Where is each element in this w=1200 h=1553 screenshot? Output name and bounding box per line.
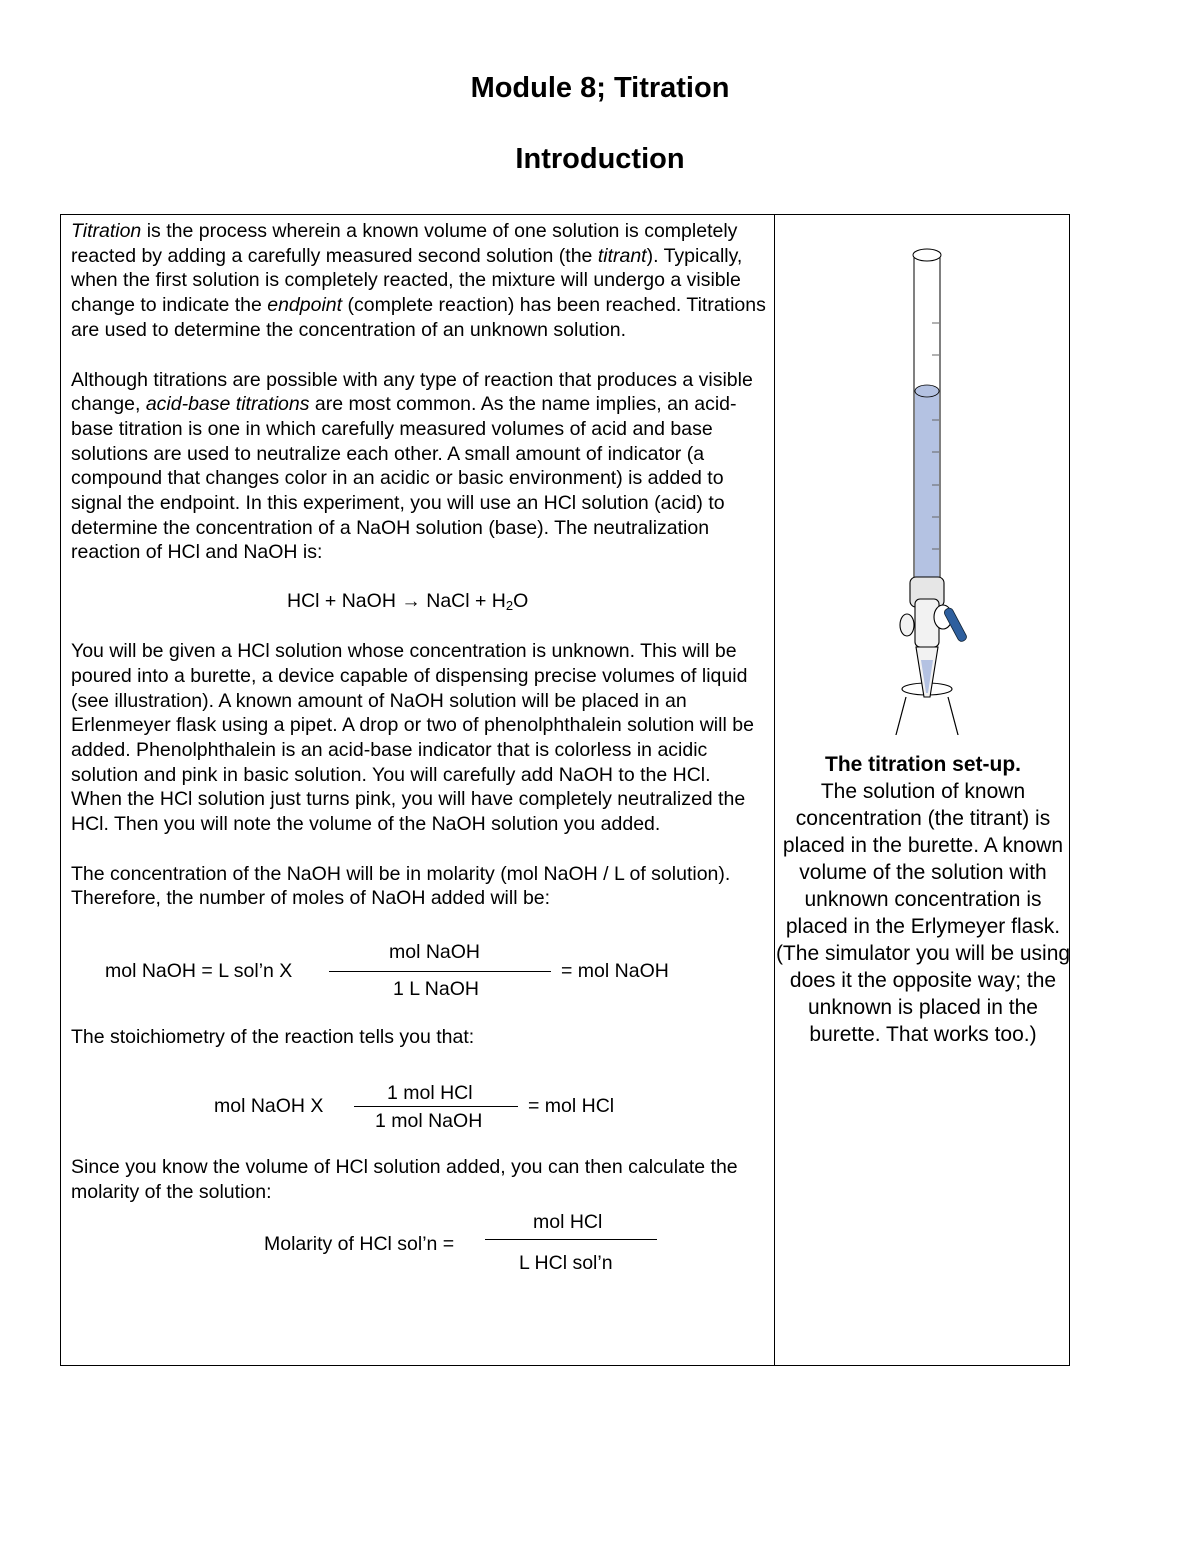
section-heading: Introduction (515, 143, 685, 175)
paragraph-titration-definition (71, 219, 766, 343)
paragraph-calculation: Since you know the volume of HCl solution added, you can then calculate the molarity of the solution: (71, 1155, 738, 1203)
reaction-left: HCl + NaOH → NaCl + H (287, 590, 506, 613)
equation-mol-naoh (71, 911, 766, 1009)
eq1-fraction-bar (329, 971, 551, 972)
content-table (60, 214, 1070, 1366)
equation-molarity (71, 1204, 766, 1284)
eq3-lhs: Molarity of HCl sol’n = (264, 1233, 455, 1256)
paragraph-stoichiometry: The stoichiometry of the reaction tells you that: (71, 1026, 475, 1049)
text-run: is the process wherein a known volume of one solution is completely reacted by adding a carefully measured second solution (the (71, 220, 738, 267)
eq3-denominator: L HCl sol’n (519, 1252, 613, 1275)
page-title: Module 8; Titration (470, 72, 730, 104)
text-run: Although titrations are possible with any type of reaction that produces a visible change, (71, 368, 753, 416)
text-column (71, 219, 766, 1284)
eq2-numerator: 1 mol HCl (387, 1081, 473, 1104)
eq1-rhs: = mol NaOH (561, 960, 669, 983)
emphasis-term: Titration (71, 220, 142, 242)
eq1-numerator: mol NaOH (389, 941, 481, 964)
reaction-right: O (513, 590, 529, 613)
eq1-lhs: mol NaOH = L sol’n X (105, 960, 293, 983)
caption-title: The titration set-up. (825, 753, 1021, 776)
emphasis-term: titrant (597, 244, 647, 267)
reaction-equation (71, 589, 766, 613)
eq1-denominator: 1 L NaOH (393, 978, 479, 1001)
paragraph-molarity: The concentration of the NaOH will be in molarity (mol NaOH / L of solution). Therefore, the number of moles of NaOH added will be: (71, 862, 731, 910)
equation-mol-hcl (71, 1050, 766, 1153)
flask-left-edge (892, 697, 906, 735)
caption-text: The solution of known concentration (the titrant) is placed in the burette. A known volume of the solution with unknown concentration is placed in the Erlymeyer flask. (The simulator you will be using does it the opposite way; the unknown is placed in the burette. That works too.) (775, 780, 1071, 1046)
emphasis-term: acid-base titrations (145, 393, 310, 416)
paragraph-acid-base (71, 368, 766, 566)
text-run: are most common. As the name implies, an acid-base titration is one in which carefully measured volumes of acid and base solutions are used to neutralize each other. A small amount of indicator (a compound that changes color in an acidic or basic environment) is added to signal the endpoint. In this experiment, you will use an HCl solution (acid) to determine the concentration of a NaOH solution (base). The neutralization reaction of HCl and NaOH is: (71, 393, 737, 564)
paragraph-procedure: You will be given a HCl solution whose concentration is unknown. This will be poured into a burette, a device capable of dispensing precise volumes of liquid (see illustration). A known amount of NaOH solution will be placed in an Erlenmeyer flask using a pipet. A drop or two of phenolphthalein solution will be added. Phenolphthalein is an acid-base indicator that is colorless in acidic solution and pink in basic solution. You will carefully add NaOH to the HCl. When the HCl solution just turns pink, you will have completely neutralized the HCl. Then you will note the volume of the NaOH solution you added. (71, 640, 754, 836)
eq2-rhs: = mol HCl (528, 1094, 615, 1117)
text-run: ). Typically, when the first solution is completely reacted, the mixture will undergo a visible change to indicate the (71, 244, 743, 317)
eq2-lhs: mol NaOH X (214, 1094, 324, 1117)
text-run: (complete reaction) has been reached. Titrations are used to determine the concentration of an unknown solution. (71, 294, 766, 341)
stopcock-left-knob (900, 614, 914, 636)
burette-illustration (775, 215, 1071, 735)
eq3-fraction-bar (485, 1239, 657, 1240)
eq3-numerator: mol HCl (533, 1211, 603, 1234)
eq2-denominator: 1 mol NaOH (375, 1109, 483, 1132)
flask-right-edge (948, 697, 962, 735)
reaction-subscript: 2 (505, 598, 514, 614)
burette-top-opening (913, 249, 941, 261)
eq2-fraction-bar (354, 1106, 518, 1107)
emphasis-term: endpoint (267, 294, 343, 317)
figure-caption (775, 751, 1071, 1048)
liquid-meniscus (915, 385, 939, 397)
